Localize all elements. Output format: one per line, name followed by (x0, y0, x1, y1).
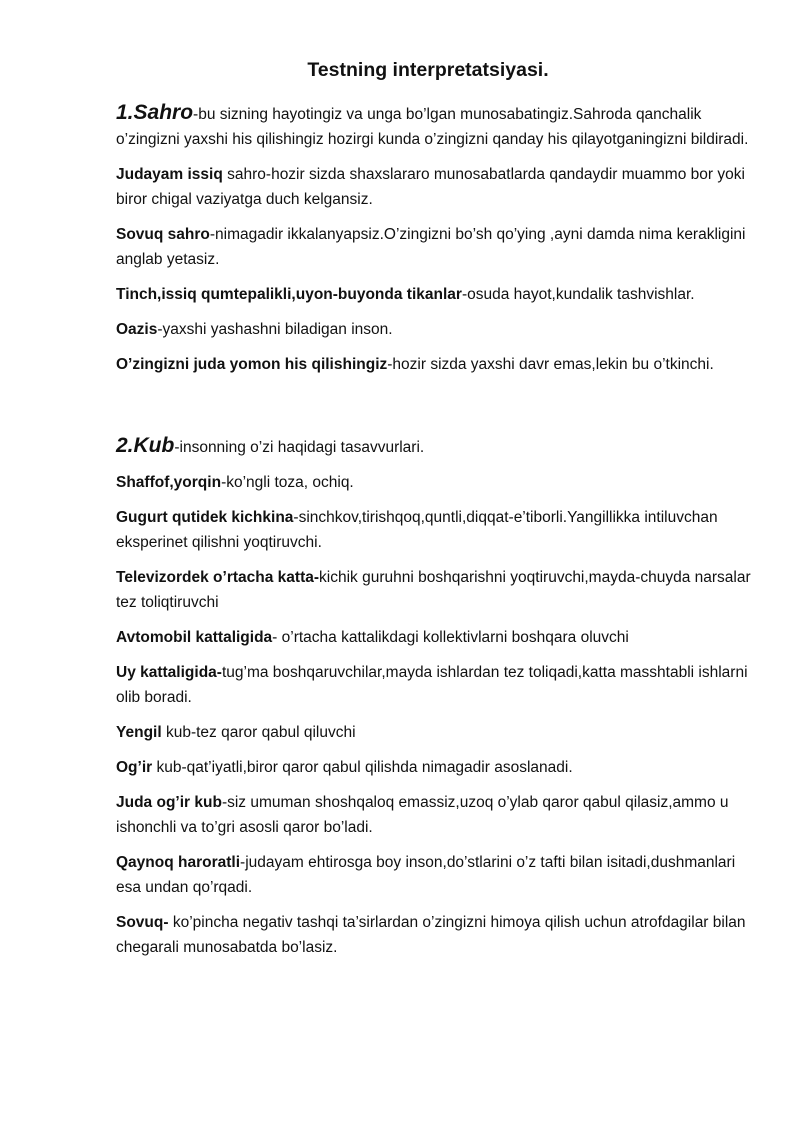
item-term: Gugurt qutidek kichkina (116, 509, 294, 526)
section-1-item (116, 282, 756, 307)
item-text: -sinchkov,tirishqoq,quntli,diqqat-e’tiborli.Yangillikka intiluvchan eksperinet qilishni yoqtiruvchi. (116, 509, 718, 551)
item-text: -siz umuman shoshqaloq emassiz,uzoq o’ylab qaror qabul qilasiz,ammo u ishonchli va to’gri asosli qaror bo’ladi. (116, 794, 729, 836)
section-1-item (116, 222, 756, 272)
section-2-item (116, 565, 756, 615)
item-text: -nimagadir ikkalanyapsiz.O’zingizni bo’sh qo’ying ,ayni damda nima kerakligini anglab yetasiz. (116, 226, 746, 268)
item-text: -ko’ngli toza, ochiq. (221, 474, 354, 491)
item-term: O’zingizni juda yomon his qilishingiz (116, 356, 388, 373)
item-text: -judayam ehtirosga boy inson,do’stlarini o’z tafti bilan isitadi,dushmanlari esa undan qo’rqadi. (116, 854, 736, 896)
section-1-item (116, 352, 756, 377)
item-text: -hozir sizda yaxshi davr emas,lekin bu o’tkinchi. (387, 356, 714, 373)
section-2-item (116, 505, 756, 555)
item-text: sahro-hozir sizda shaxslararo munosabatlarda qandaydir muammo bor yoki biror chigal vaziyatga duch kelgansiz. (116, 166, 745, 208)
section-1-heading: 1.Sahro (116, 101, 194, 124)
item-term: Oazis (116, 321, 158, 338)
section-2-item (116, 660, 756, 710)
document-body (116, 100, 756, 970)
document-title: Testning interpretatsiyasi. (307, 59, 549, 81)
section-1-intro (116, 100, 756, 152)
item-text: - o’rtacha kattalikdagi kollektivlarni boshqara oluvchi (272, 629, 629, 646)
section-2-intro-text: -insonning o’zi haqidagi tasavvurlari. (174, 439, 425, 456)
section-2-heading: 2.Kub (116, 434, 175, 457)
section-2-item (116, 755, 756, 780)
section-2-item (116, 910, 756, 960)
item-term: Qaynoq haroratli (116, 854, 241, 871)
section-2-item (116, 625, 756, 650)
section-1-intro-text: -bu sizning hayotingiz va unga bo’lgan munosabatingiz.Sahroda qanchalik o’zingizni yaxshi his qilishingiz hozirgi kunda o’zingizni qanday his qilayotganingizni bildiradi. (116, 106, 749, 148)
item-term: Sovuq sahro (116, 226, 210, 243)
item-text: tug’ma boshqaruvchilar,mayda ishlardan tez toliqadi,katta masshtabli ishlarni olib boradi. (116, 664, 748, 706)
item-text: kub-qat’iyatli,biror qaror qabul qilishda nimagadir asoslanadi. (152, 759, 573, 776)
item-text: -osuda hayot,kundalik tashvishlar. (461, 286, 695, 303)
item-term: Judayam issiq (116, 166, 223, 183)
item-term: Avtomobil kattaligida (116, 629, 273, 646)
section-1-item (116, 317, 756, 342)
item-text: -yaxshi yashashni biladigan inson. (157, 321, 393, 338)
section-2-item (116, 850, 756, 900)
section-1-item (116, 162, 756, 212)
item-term: Televizordek o’rtacha katta- (116, 569, 320, 586)
item-term: Tinch,issiq qumtepalikli,uyon-buyonda tikanlar (116, 286, 462, 303)
item-text: kichik guruhni boshqarishni yoqtiruvchi,mayda-chuyda narsalar tez toliqtiruvchi (116, 569, 751, 611)
section-2-item (116, 720, 756, 745)
item-text: kub-tez qaror qabul qiluvchi (161, 724, 356, 741)
item-term: Og’ir (116, 759, 153, 776)
item-text: ko’pincha negativ tashqi ta’sirlardan o’zingizni himoya qilish uchun atrofdagilar bilan chegarali munosabatda bo’lasiz. (116, 914, 746, 956)
item-term: Juda og’ir kub (116, 794, 222, 811)
section-2-item (116, 790, 756, 840)
item-term: Sovuq- (116, 914, 169, 931)
section-2-intro (116, 433, 756, 460)
item-term: Yengil (116, 724, 162, 741)
item-term: Shaffof,yorqin (116, 474, 222, 491)
item-term: Uy kattaligida- (116, 664, 222, 681)
section-spacer (116, 387, 756, 433)
section-2-item (116, 470, 756, 495)
